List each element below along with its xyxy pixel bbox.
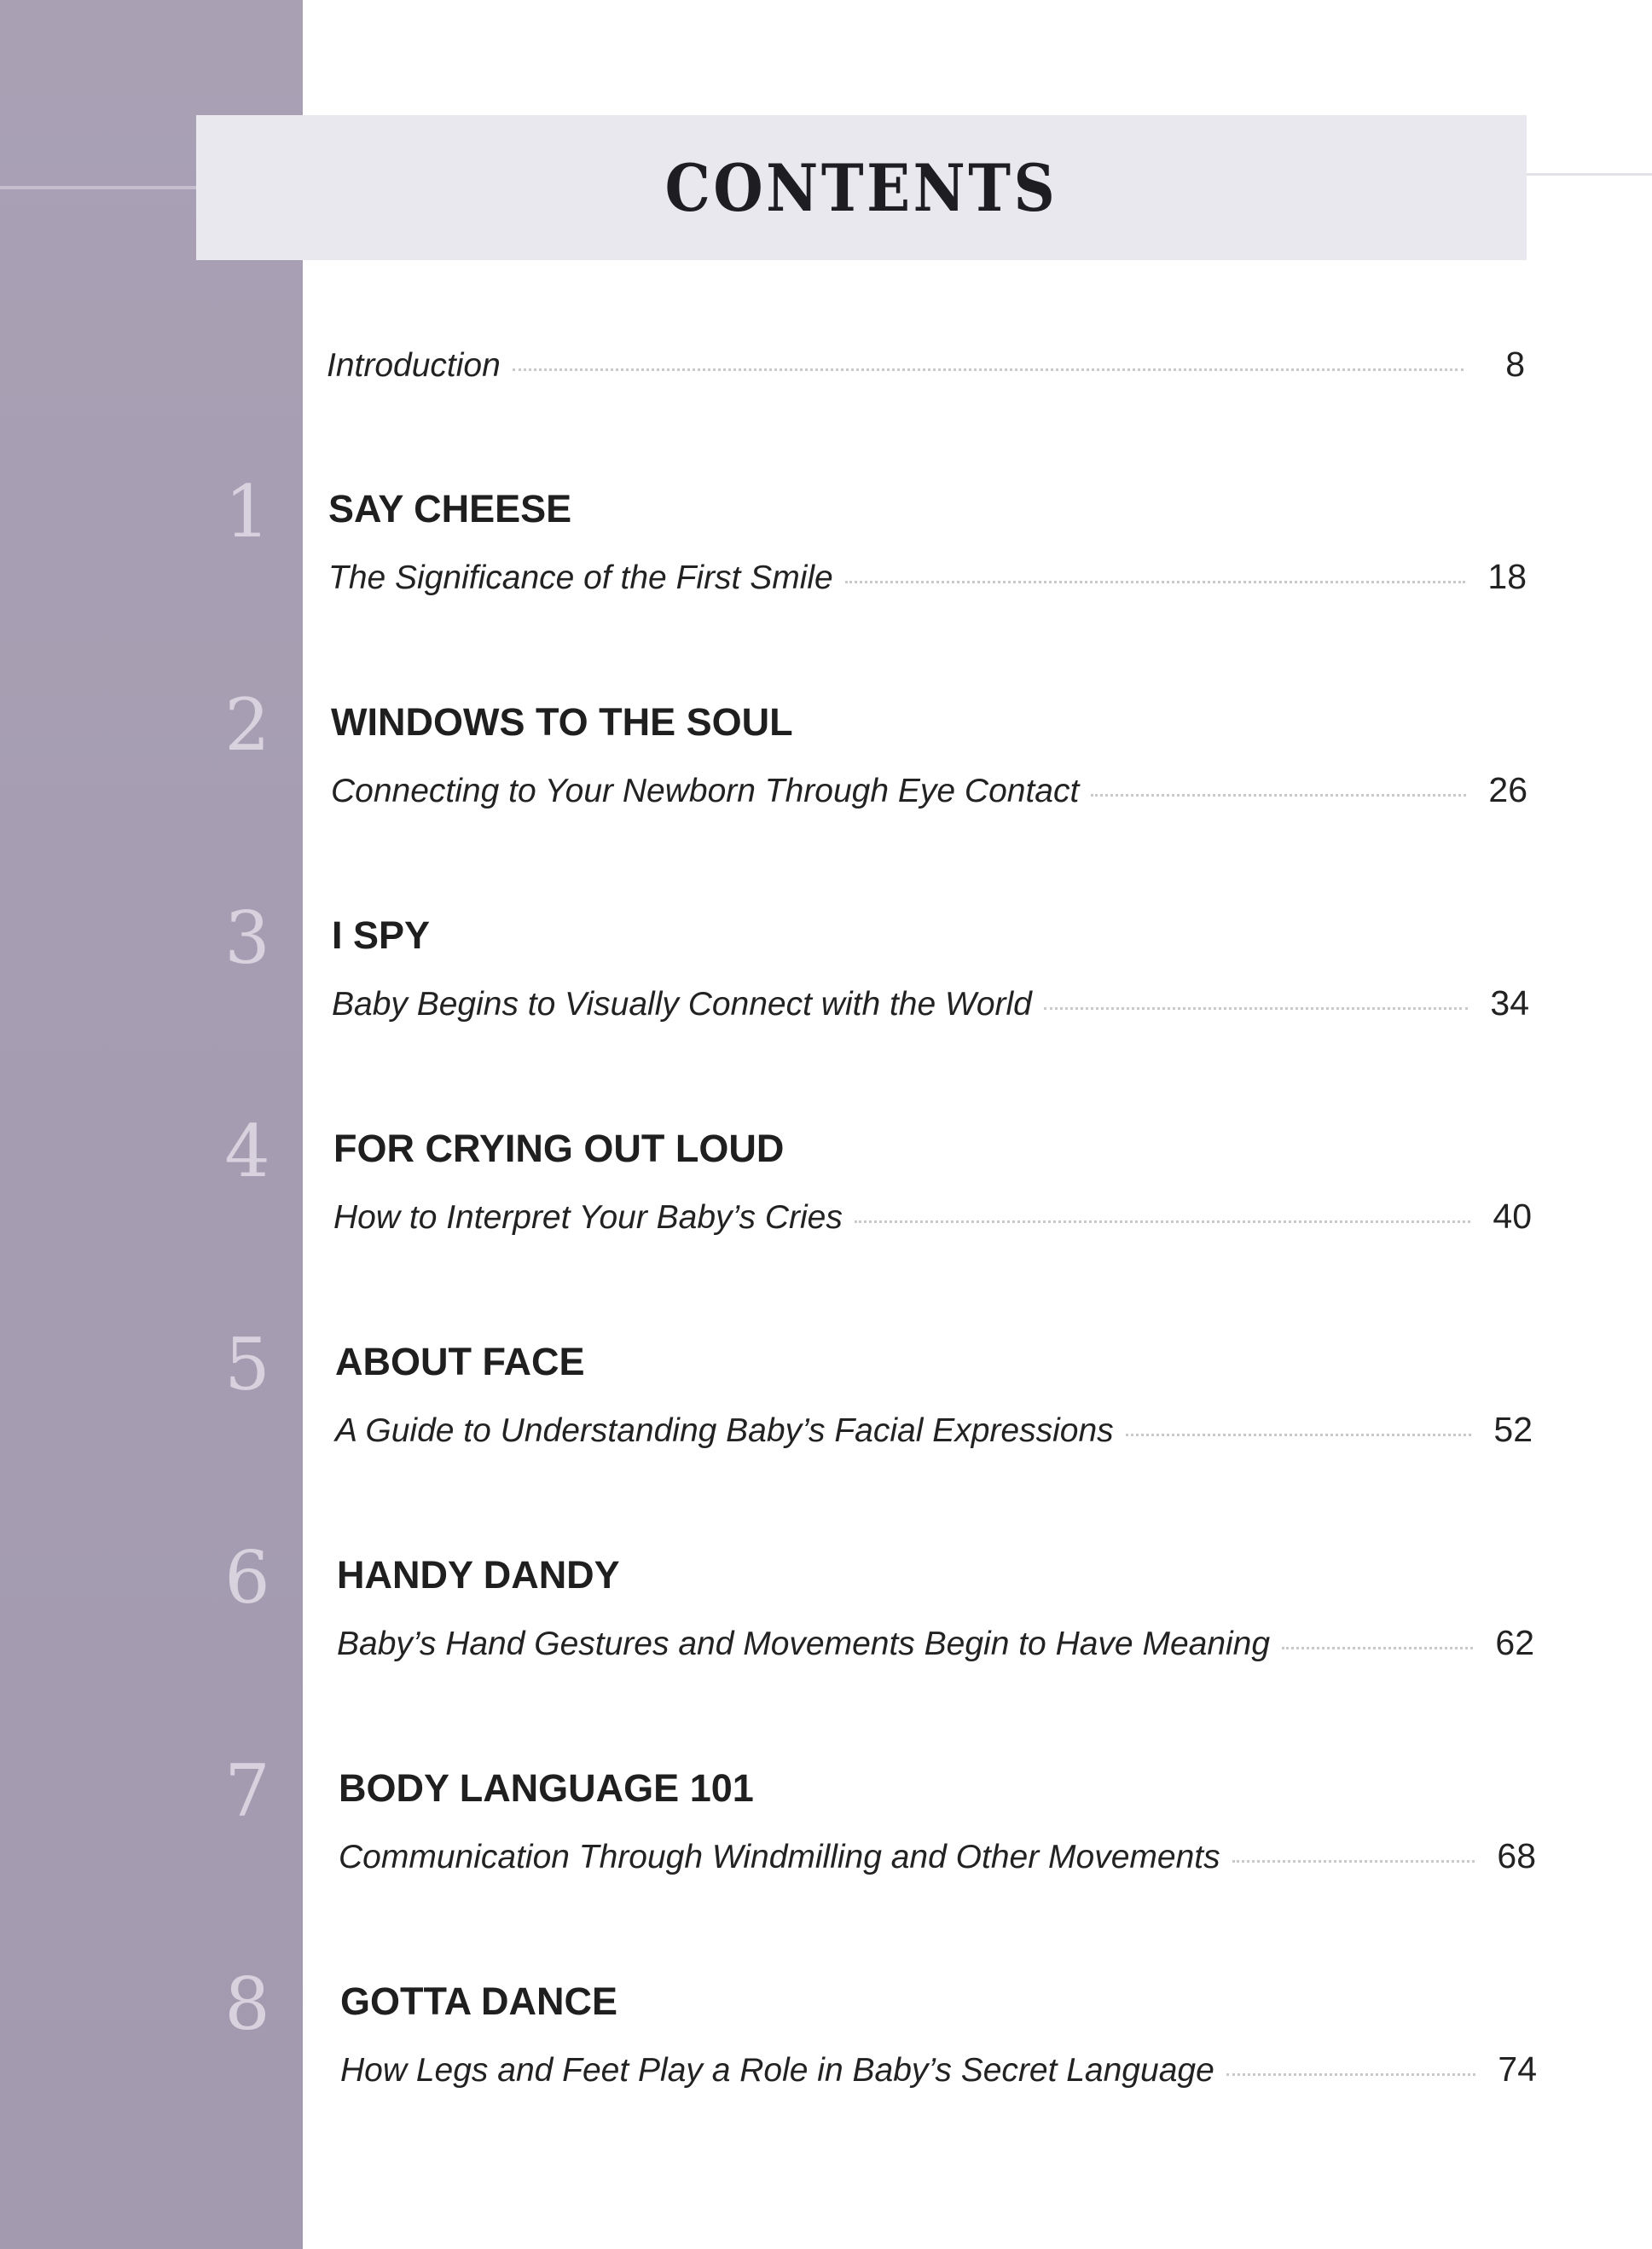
- chapter-2-number: 2: [224, 683, 270, 767]
- chapter-1-page-number: 18: [1487, 557, 1527, 596]
- chapter-1-number: 1: [224, 470, 270, 554]
- dot-leader: [1091, 794, 1466, 797]
- chapter-6-title[interactable]: HANDY DANDY: [337, 1553, 620, 1597]
- chapter-5-subtitle: A Guide to Understanding Baby’s Facial Expressions: [335, 1412, 1114, 1449]
- dot-leader: [1232, 1860, 1475, 1863]
- chapter-4-entry[interactable]: [333, 1196, 1532, 1238]
- dot-leader: [845, 581, 1465, 583]
- chapter-8-subtitle: How Legs and Feet Play a Role in Baby’s Secret Language: [340, 2052, 1214, 2089]
- chapter-2-subtitle: Connecting to Your Newborn Through Eye Contact: [331, 773, 1080, 809]
- chapter-7-page-number: 68: [1497, 1836, 1536, 1875]
- chapter-3-entry[interactable]: [332, 982, 1529, 1025]
- introduction-label: Introduction: [327, 347, 501, 384]
- chapter-7-entry[interactable]: [339, 1835, 1536, 1878]
- chapter-6-entry[interactable]: [337, 1622, 1534, 1665]
- chapter-6-subtitle: Baby’s Hand Gestures and Movements Begin to Have Meaning: [337, 1626, 1271, 1662]
- chapter-2-page-number: 26: [1488, 770, 1527, 809]
- chapter-6-number: 6: [224, 1536, 270, 1620]
- chapter-3-subtitle: Baby Begins to Visually Connect with the World: [332, 986, 1032, 1023]
- chapter-8-number: 8: [224, 1962, 270, 2046]
- chapter-1-subtitle: The Significance of the First Smile: [328, 559, 833, 596]
- dot-leader: [1044, 1007, 1468, 1010]
- chapter-1-title[interactable]: SAY CHEESE: [328, 487, 572, 530]
- chapter-5-number: 5: [224, 1323, 270, 1406]
- dot-leader: [1126, 1434, 1471, 1436]
- page-title: CONTENTS: [664, 149, 1058, 226]
- dot-leader: [1282, 1647, 1473, 1649]
- chapter-7-number: 7: [224, 1749, 270, 1833]
- dot-leader: [855, 1220, 1470, 1223]
- left-rule: [0, 186, 198, 189]
- chapter-4-number: 4: [224, 1110, 270, 1193]
- introduction-page-number: 8: [1505, 345, 1525, 384]
- chapter-6-page-number: 62: [1495, 1623, 1534, 1662]
- chapter-2-entry[interactable]: [331, 769, 1527, 812]
- chapter-5-title[interactable]: ABOUT FACE: [335, 1340, 585, 1383]
- chapter-7-subtitle: Communication Through Windmilling and Other Movements: [339, 1839, 1220, 1875]
- chapter-3-title[interactable]: I SPY: [332, 913, 431, 957]
- right-rule: [1527, 173, 1652, 176]
- introduction-entry[interactable]: [327, 344, 1525, 386]
- dot-leader: [513, 368, 1464, 371]
- chapter-3-page-number: 34: [1490, 983, 1529, 1023]
- chapter-3-number: 3: [224, 896, 270, 980]
- chapter-4-title[interactable]: FOR CRYING OUT LOUD: [333, 1127, 785, 1170]
- chapter-7-title[interactable]: BODY LANGUAGE 101: [339, 1766, 754, 1810]
- chapter-4-page-number: 40: [1493, 1197, 1532, 1236]
- dot-leader: [1226, 2073, 1475, 2076]
- chapter-4-subtitle: How to Interpret Your Baby’s Cries: [333, 1199, 843, 1236]
- chapter-8-page-number: 74: [1498, 2049, 1537, 2089]
- chapter-5-page-number: 52: [1493, 1410, 1533, 1449]
- chapter-5-entry[interactable]: [335, 1409, 1533, 1452]
- chapter-2-title[interactable]: WINDOWS TO THE SOUL: [331, 700, 793, 744]
- chapter-1-entry[interactable]: [328, 556, 1527, 599]
- chapter-8-entry[interactable]: [340, 2049, 1537, 2091]
- chapter-8-title[interactable]: GOTTA DANCE: [340, 1979, 617, 2023]
